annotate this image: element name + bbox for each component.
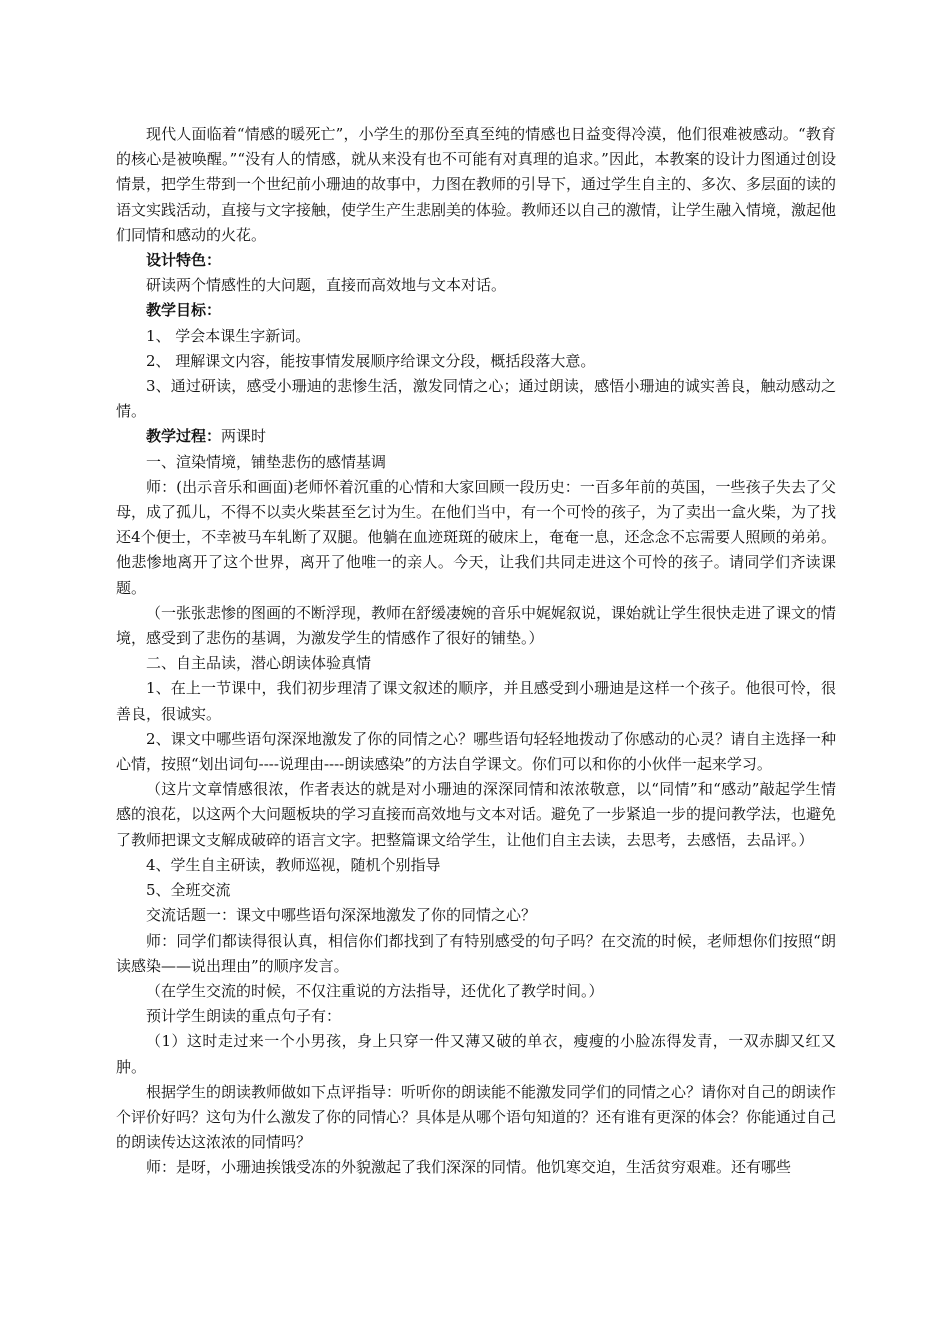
goal-item: 2、 理解课文内容，能按事情发展顺序给课文分段，概括段落大意。 bbox=[146, 351, 596, 370]
teaching-process-label: 教学过程： bbox=[146, 427, 222, 446]
key-sentence: （1）这时走过来一个小男孩，身上只穿一件又薄又破的单衣，瘦瘦的小脸冻得发青，一双赤脚又红又肿。 bbox=[116, 1032, 836, 1076]
teacher-speech: 师：是呀，小珊迪挨饿受冻的外貌激起了我们深深的同情。他饥寒交迫，生活贫穷艰难。还有哪些 bbox=[146, 1158, 792, 1177]
teaching-goals-heading bbox=[116, 298, 836, 323]
section-heading: 二、自主品读，潜心朗读体验真情 bbox=[146, 654, 372, 673]
teacher-guidance: 根据学生的朗读教师做如下点评指导：听听你的朗读能不能激发同学们的同情之心？请你对自己的朗读作个评价好吗？这句为什么激发了你的同情心？具体是从哪个语句知道的？还有谁有更深的体会？你能通过自己的朗读传达这浓浓的同情吗？ bbox=[116, 1082, 837, 1152]
commentary-note: （一张张悲惨的图画的不断浮现，教师在舒缓凄婉的音乐中娓娓叙说，课始就让学生很快走进了课文的情境，感受到了悲伤的基调，为激发学生的情感作了很好的铺垫。） bbox=[116, 603, 837, 648]
discussion-topic: 交流话题一：课文中哪些语句深深地激发了你的同情之心？ bbox=[146, 906, 537, 925]
expected-sentences-intro: 预计学生朗读的重点句子有： bbox=[146, 1007, 342, 1026]
step-item: 1、在上一节课中，我们初步理清了课文叙述的顺序，并且感受到小珊迪是这样一个孩子。他很可怜，很善良，很诚实。 bbox=[116, 679, 836, 723]
goal-item: 3、通过研读，感受小珊迪的悲惨生活，激发同情之心；通过朗读，感悟小珊迪的诚实善良，触动感动之情。 bbox=[116, 377, 836, 421]
commentary-note: （这片文章情感很浓，作者表达的就是对小珊迪的深深同情和浓浓敬意，以“同情”和“感动”敲起学生情感的浪花，以这两个大问题板块的学习直接而高效地与文本对话。避免了一步紧追一步的提问教学法，也避免了教师把课文支解成破碎的语言文字。把整篇课文给学生，让他们自主去读，去思考，去感悟，去品评。） bbox=[116, 780, 837, 849]
design-feature-text: 研读两个情感性的大问题，直接而高效地与文本对话。 bbox=[146, 276, 507, 295]
teacher-speech: 师：(出示音乐和画面)老师怀着沉重的心情和大家回顾一段历史：一百多年前的英国，一些孩子失去了父母，成了孤儿，不得不以卖火柴甚至乞讨为生。在他们当中，有一个可怜的孩子，为了卖出一盒火柴，为了找还4个便士，不幸被马车轧断了双腿。他躺在血迹斑斑的破床上，奄奄一息，还念念不忘需要人照顾的弟弟。他悲惨地离开了这个世界，离开了他唯一的亲人。今天，让我们共同走进这个可怜的孩子。请同学们齐读课题。 bbox=[116, 477, 837, 597]
teaching-process-value: 两课时 bbox=[221, 427, 267, 446]
step-item: 2、课文中哪些语句深深地激发了你的同情之心？哪些语句轻轻地拨动了你感动的心灵？请自主选择一种心情，按照“划出词句----说理由----朗读感染”的方法自学课文。你们可以和你的小伙伴一起来学习。 bbox=[116, 729, 836, 774]
teaching-process-heading bbox=[116, 424, 836, 449]
design-feature-heading bbox=[116, 248, 836, 273]
teacher-speech: 师：同学们都读得很认真，相信你们都找到了有特别感受的句子吗？在交流的时候，老师想你们按照“朗读感染——说出理由”的顺序发言。 bbox=[116, 931, 836, 975]
section-heading: 一、渲染情境，铺垫悲伤的感情基调 bbox=[146, 452, 387, 471]
teaching-goals-label: 教学目标： bbox=[146, 301, 222, 320]
design-feature-label: 设计特色： bbox=[146, 251, 222, 270]
document-page bbox=[116, 122, 836, 1181]
intro-paragraph: 现代人面临着“情感的暖死亡”，小学生的那份至真至纯的情感也日益变得冷漠，他们很难被感动。“教育的核心是被唤醒。”“没有人的情感，就从来没有也不可能有对真理的追求。”因此，本教案的设计力图通过创设情景，把学生带到一个世纪前小珊迪的故事中，力图在教师的引导下，通过学生自主的、多次、多层面的读的语文实践活动，直接与文字接触，使学生产生悲剧美的体验。教师还以自己的激情，让学生融入情境，激起他们同情和感动的火花。 bbox=[116, 125, 837, 244]
step-item: 4、学生自主研读，教师巡视，随机个别指导 bbox=[146, 855, 441, 874]
goal-item: 1、 学会本课生字新词。 bbox=[146, 326, 311, 345]
commentary-note: （在学生交流的时候，不仅注重说的方法指导，还优化了教学时间。） bbox=[146, 981, 604, 1000]
step-item: 5、全班交流 bbox=[146, 881, 231, 900]
